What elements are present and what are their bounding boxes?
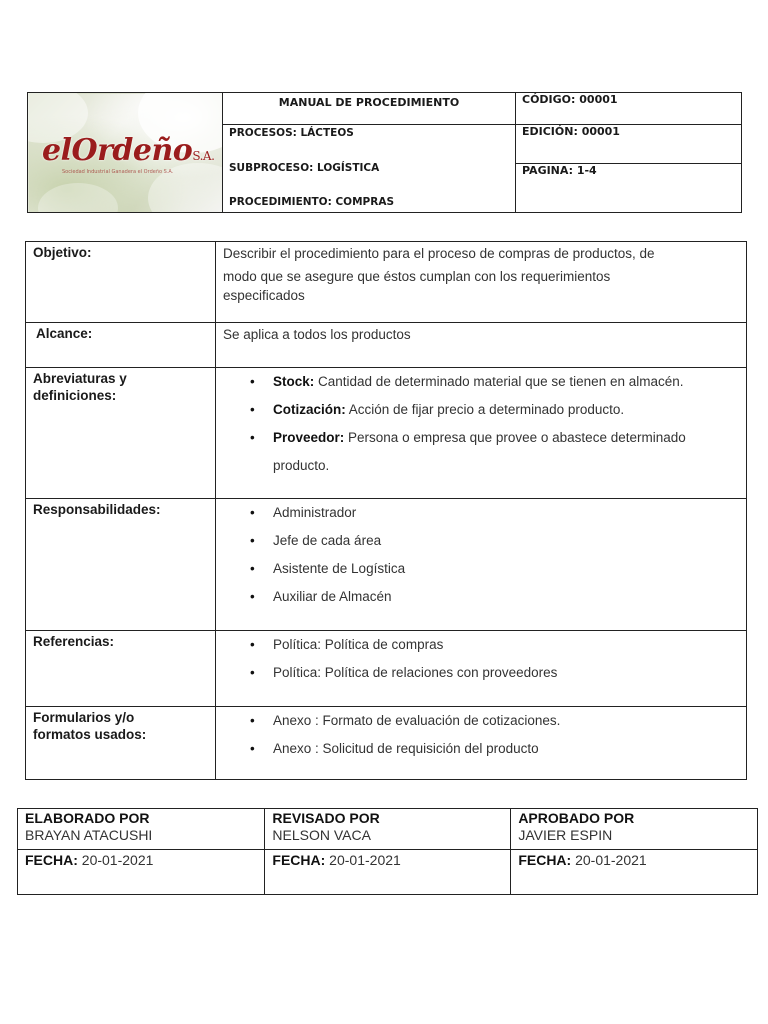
pagina: PAGINA: 1-4 <box>516 164 742 213</box>
aprobado-cell <box>511 809 758 850</box>
elaborado-name: BRAYAN ATACUSHI <box>25 827 153 843</box>
row-formularios <box>26 707 747 780</box>
abreviaturas-label: Abreviaturas y definiciones: <box>26 368 216 499</box>
referencias-list <box>216 631 747 707</box>
list-item: • Anexo : Solicitud de requisición del producto <box>273 735 739 763</box>
proceso: PROCESOS: LÁCTEOS <box>229 127 354 139</box>
fecha-cell: FECHA: 20-01-2021 <box>265 850 511 895</box>
fecha-cell: FECHA: 20-01-2021 <box>18 850 265 895</box>
list-item: • Política: Política de relaciones con proveedores <box>273 659 739 687</box>
formularios-label: Formularios y/o formatos usados: <box>26 707 216 780</box>
list-item: • Anexo : Formato de evaluación de cotizaciones. <box>273 707 739 735</box>
process-info <box>223 125 516 213</box>
formularios-list <box>216 707 747 780</box>
list-item: • Administrador <box>273 499 739 527</box>
list-item: • Cotización: Acción de fijar precio a determinado producto. <box>273 396 739 424</box>
objetivo-line: modo que se asegure que éstos cumplan con los requerimientos <box>223 269 611 284</box>
procedure-table <box>25 241 747 780</box>
fecha-cell: FECHA: 20-01-2021 <box>511 850 758 895</box>
list-item: • Asistente de Logística <box>273 555 739 583</box>
alcance-text: Se aplica a todos los productos <box>216 323 747 368</box>
dates-row <box>18 850 758 895</box>
abreviaturas-list <box>216 368 747 499</box>
row-objetivo <box>26 242 747 323</box>
manual-title: MANUAL DE PROCEDIMIENTO <box>223 93 516 125</box>
signatures-row <box>18 809 758 850</box>
row-responsabilidades <box>26 499 747 631</box>
list-item: • Jefe de cada área <box>273 527 739 555</box>
document-header-table <box>27 92 742 213</box>
row-referencias <box>26 631 747 707</box>
row-alcance <box>26 323 747 368</box>
list-item: • Auxiliar de Almacén <box>273 583 739 611</box>
objetivo-line: Describir el procedimiento para el proceso de compras de productos, de <box>223 246 655 261</box>
list-item: • Stock: Cantidad de determinado material que se tienen en almacén. <box>273 368 739 396</box>
approval-table <box>17 808 758 895</box>
row-abreviaturas <box>26 368 747 499</box>
responsabilidades-label: Responsabilidades: <box>26 499 216 631</box>
responsabilidades-list <box>216 499 747 631</box>
subproceso: SUBPROCESO: LOGÍSTICA <box>229 162 380 174</box>
logo-wordmark: elOrdeñoS.A. <box>42 133 215 168</box>
alcance-label: Alcance: <box>26 323 216 368</box>
elaborado-cell <box>18 809 265 850</box>
company-logo <box>28 93 223 213</box>
codigo: CÓDIGO: 00001 <box>516 93 742 125</box>
objetivo-text <box>216 242 747 323</box>
elaborado-heading: ELABORADO POR <box>25 810 150 826</box>
list-item: • Política: Política de compras <box>273 631 739 659</box>
list-item: • Proveedor: Persona o empresa que provee o abastece determinado producto. <box>273 424 739 480</box>
logo-tagline: Sociedad Industrial Ganadera el Ordeño S.A. <box>62 169 174 175</box>
revisado-name: NELSON VACA <box>272 827 371 843</box>
edicion: EDICIÓN: 00001 <box>516 125 742 164</box>
revisado-cell <box>265 809 511 850</box>
aprobado-heading: APROBADO POR <box>518 810 635 826</box>
aprobado-name: JAVIER ESPIN <box>518 827 613 843</box>
objetivo-label: Objetivo: <box>26 242 216 323</box>
objetivo-line: especificados <box>223 288 305 303</box>
referencias-label: Referencias: <box>26 631 216 707</box>
procedimiento: PROCEDIMIENTO: COMPRAS <box>229 196 395 208</box>
revisado-heading: REVISADO POR <box>272 810 380 826</box>
